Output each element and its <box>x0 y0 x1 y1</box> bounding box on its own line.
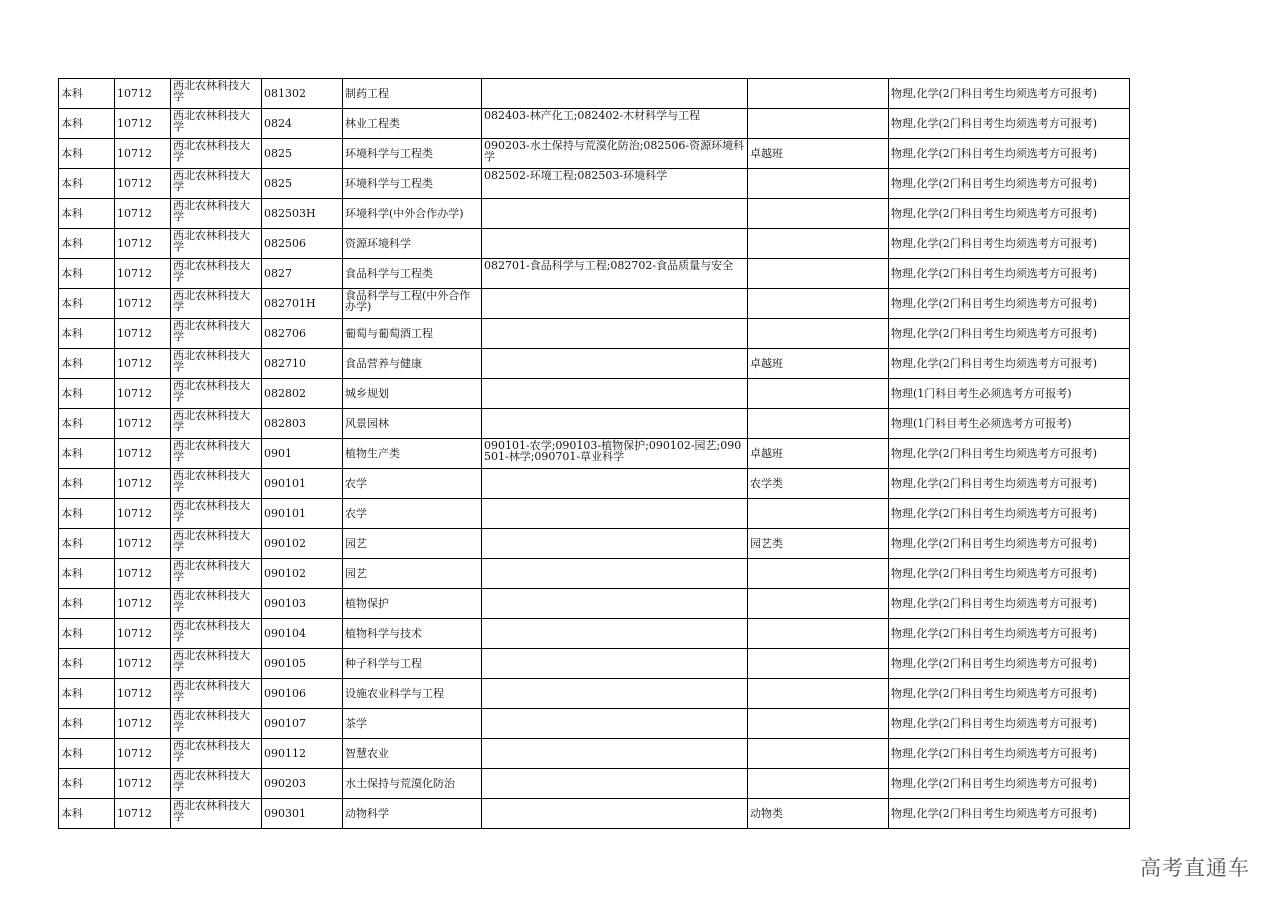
cell-included-majors <box>482 619 748 649</box>
cell-level: 本科 <box>59 529 115 559</box>
cell-level: 本科 <box>59 619 115 649</box>
table-row <box>59 559 1130 589</box>
cell-level: 本科 <box>59 349 115 379</box>
cell-note <box>748 169 889 199</box>
cell-school-code: 10712 <box>115 529 171 559</box>
cell-school-name: 西北农林科技大学 <box>171 619 262 649</box>
cell-subject-requirement: 物理,化学(2门科目考生均须选考方可报考) <box>889 679 1130 709</box>
cell-level: 本科 <box>59 169 115 199</box>
cell-school-name: 西北农林科技大学 <box>171 469 262 499</box>
cell-major-name: 设施农业科学与工程 <box>343 679 482 709</box>
cell-level: 本科 <box>59 679 115 709</box>
cell-subject-requirement: 物理,化学(2门科目考生均须选考方可报考) <box>889 79 1130 109</box>
cell-included-majors <box>482 799 748 829</box>
cell-included-majors <box>482 679 748 709</box>
cell-level: 本科 <box>59 559 115 589</box>
cell-note <box>748 499 889 529</box>
cell-included-majors: 090101-农学;090103-植物保护;090102-园艺;090501-林学;090701-草业科学 <box>482 439 748 469</box>
cell-included-majors <box>482 709 748 739</box>
cell-included-majors <box>482 229 748 259</box>
cell-subject-requirement: 物理,化学(2门科目考生均须选考方可报考) <box>889 649 1130 679</box>
table-row <box>59 229 1130 259</box>
cell-note: 动物类 <box>748 799 889 829</box>
cell-major-code: 082701H <box>262 289 343 319</box>
cell-note <box>748 259 889 289</box>
table-row <box>59 499 1130 529</box>
cell-included-majors <box>482 559 748 589</box>
cell-level: 本科 <box>59 469 115 499</box>
cell-note <box>748 229 889 259</box>
table-row <box>59 109 1130 139</box>
cell-school-code: 10712 <box>115 709 171 739</box>
cell-school-code: 10712 <box>115 79 171 109</box>
cell-note: 农学类 <box>748 469 889 499</box>
cell-note <box>748 619 889 649</box>
cell-school-code: 10712 <box>115 109 171 139</box>
table-row <box>59 469 1130 499</box>
cell-major-code: 082803 <box>262 409 343 439</box>
cell-major-code: 082706 <box>262 319 343 349</box>
cell-major-name: 食品营养与健康 <box>343 349 482 379</box>
cell-included-majors <box>482 409 748 439</box>
cell-included-majors <box>482 199 748 229</box>
cell-school-code: 10712 <box>115 409 171 439</box>
cell-school-name: 西北农林科技大学 <box>171 109 262 139</box>
cell-school-code: 10712 <box>115 679 171 709</box>
cell-level: 本科 <box>59 139 115 169</box>
cell-school-name: 西北农林科技大学 <box>171 289 262 319</box>
cell-major-name: 环境科学与工程类 <box>343 139 482 169</box>
cell-note <box>748 679 889 709</box>
cell-subject-requirement: 物理,化学(2门科目考生均须选考方可报考) <box>889 469 1130 499</box>
cell-note <box>748 79 889 109</box>
cell-major-code: 090101 <box>262 499 343 529</box>
cell-school-code: 10712 <box>115 469 171 499</box>
cell-school-name: 西北农林科技大学 <box>171 409 262 439</box>
cell-note <box>748 769 889 799</box>
cell-major-name: 茶学 <box>343 709 482 739</box>
cell-major-name: 水土保持与荒漠化防治 <box>343 769 482 799</box>
cell-major-name: 种子科学与工程 <box>343 649 482 679</box>
cell-level: 本科 <box>59 769 115 799</box>
cell-major-name: 环境科学与工程类 <box>343 169 482 199</box>
cell-school-code: 10712 <box>115 499 171 529</box>
cell-major-code: 081302 <box>262 79 343 109</box>
cell-note <box>748 739 889 769</box>
cell-major-name: 食品科学与工程类 <box>343 259 482 289</box>
cell-level: 本科 <box>59 379 115 409</box>
table-row <box>59 379 1130 409</box>
cell-level: 本科 <box>59 79 115 109</box>
table-row <box>59 709 1130 739</box>
cell-school-name: 西北农林科技大学 <box>171 769 262 799</box>
cell-included-majors: 082701-食品科学与工程;082702-食品质量与安全 <box>482 259 748 289</box>
table-row <box>59 739 1130 769</box>
cell-school-code: 10712 <box>115 349 171 379</box>
cell-school-name: 西北农林科技大学 <box>171 529 262 559</box>
cell-major-code: 0825 <box>262 169 343 199</box>
cell-major-code: 090102 <box>262 529 343 559</box>
cell-major-code: 090104 <box>262 619 343 649</box>
cell-major-code: 090105 <box>262 649 343 679</box>
cell-major-code: 082503H <box>262 199 343 229</box>
table-row <box>59 199 1130 229</box>
cell-major-name: 城乡规划 <box>343 379 482 409</box>
cell-included-majors <box>482 289 748 319</box>
cell-note <box>748 379 889 409</box>
cell-note: 卓越班 <box>748 349 889 379</box>
cell-major-code: 090103 <box>262 589 343 619</box>
cell-subject-requirement: 物理,化学(2门科目考生均须选考方可报考) <box>889 529 1130 559</box>
cell-school-name: 西北农林科技大学 <box>171 499 262 529</box>
cell-subject-requirement: 物理,化学(2门科目考生均须选考方可报考) <box>889 769 1130 799</box>
cell-subject-requirement: 物理,化学(2门科目考生均须选考方可报考) <box>889 319 1130 349</box>
cell-school-code: 10712 <box>115 799 171 829</box>
cell-subject-requirement: 物理,化学(2门科目考生均须选考方可报考) <box>889 799 1130 829</box>
cell-level: 本科 <box>59 439 115 469</box>
cell-subject-requirement: 物理,化学(2门科目考生均须选考方可报考) <box>889 709 1130 739</box>
cell-major-name: 植物生产类 <box>343 439 482 469</box>
cell-school-name: 西北农林科技大学 <box>171 679 262 709</box>
cell-included-majors <box>482 319 748 349</box>
cell-level: 本科 <box>59 229 115 259</box>
cell-school-code: 10712 <box>115 649 171 679</box>
cell-school-code: 10712 <box>115 619 171 649</box>
cell-school-name: 西北农林科技大学 <box>171 169 262 199</box>
watermark-text: 高考直通车 <box>1140 856 1250 880</box>
cell-school-code: 10712 <box>115 439 171 469</box>
table-row <box>59 589 1130 619</box>
cell-school-name: 西北农林科技大学 <box>171 589 262 619</box>
cell-major-name: 资源环境科学 <box>343 229 482 259</box>
cell-major-code: 0825 <box>262 139 343 169</box>
cell-major-name: 农学 <box>343 499 482 529</box>
cell-included-majors: 082403-林产化工;082402-木材科学与工程 <box>482 109 748 139</box>
cell-major-code: 0827 <box>262 259 343 289</box>
cell-school-code: 10712 <box>115 559 171 589</box>
cell-included-majors <box>482 469 748 499</box>
cell-major-name: 风景园林 <box>343 409 482 439</box>
cell-note: 园艺类 <box>748 529 889 559</box>
cell-subject-requirement: 物理,化学(2门科目考生均须选考方可报考) <box>889 619 1130 649</box>
cell-note <box>748 289 889 319</box>
cell-major-code: 082710 <box>262 349 343 379</box>
table-row <box>59 79 1130 109</box>
cell-included-majors: 090203-水土保持与荒漠化防治;082506-资源环境科学 <box>482 139 748 169</box>
cell-major-name: 葡萄与葡萄酒工程 <box>343 319 482 349</box>
cell-school-code: 10712 <box>115 199 171 229</box>
cell-school-name: 西北农林科技大学 <box>171 79 262 109</box>
cell-subject-requirement: 物理,化学(2门科目考生均须选考方可报考) <box>889 439 1130 469</box>
cell-school-name: 西北农林科技大学 <box>171 379 262 409</box>
cell-subject-requirement: 物理,化学(2门科目考生均须选考方可报考) <box>889 139 1130 169</box>
cell-note <box>748 709 889 739</box>
cell-note: 卓越班 <box>748 139 889 169</box>
cell-major-code: 090203 <box>262 769 343 799</box>
cell-level: 本科 <box>59 409 115 439</box>
cell-school-code: 10712 <box>115 169 171 199</box>
cell-school-code: 10712 <box>115 589 171 619</box>
cell-school-code: 10712 <box>115 769 171 799</box>
cell-school-code: 10712 <box>115 259 171 289</box>
cell-subject-requirement: 物理,化学(2门科目考生均须选考方可报考) <box>889 109 1130 139</box>
cell-level: 本科 <box>59 259 115 289</box>
table-row <box>59 409 1130 439</box>
cell-subject-requirement: 物理,化学(2门科目考生均须选考方可报考) <box>889 229 1130 259</box>
table-row <box>59 139 1130 169</box>
admission-table <box>58 78 1130 829</box>
cell-major-name: 林业工程类 <box>343 109 482 139</box>
cell-school-name: 西北农林科技大学 <box>171 319 262 349</box>
cell-school-name: 西北农林科技大学 <box>171 439 262 469</box>
cell-school-name: 西北农林科技大学 <box>171 139 262 169</box>
cell-major-code: 0824 <box>262 109 343 139</box>
cell-subject-requirement: 物理,化学(2门科目考生均须选考方可报考) <box>889 499 1130 529</box>
cell-subject-requirement: 物理(1门科目考生必须选考方可报考) <box>889 409 1130 439</box>
cell-note <box>748 649 889 679</box>
cell-included-majors <box>482 769 748 799</box>
table-row <box>59 169 1130 199</box>
cell-subject-requirement: 物理,化学(2门科目考生均须选考方可报考) <box>889 259 1130 289</box>
cell-subject-requirement: 物理,化学(2门科目考生均须选考方可报考) <box>889 169 1130 199</box>
cell-note <box>748 319 889 349</box>
cell-school-code: 10712 <box>115 739 171 769</box>
cell-school-code: 10712 <box>115 379 171 409</box>
cell-school-name: 西北农林科技大学 <box>171 349 262 379</box>
cell-school-name: 西北农林科技大学 <box>171 739 262 769</box>
cell-included-majors <box>482 589 748 619</box>
cell-note <box>748 409 889 439</box>
cell-level: 本科 <box>59 589 115 619</box>
cell-level: 本科 <box>59 709 115 739</box>
cell-subject-requirement: 物理,化学(2门科目考生均须选考方可报考) <box>889 559 1130 589</box>
table-row <box>59 259 1130 289</box>
table-row <box>59 619 1130 649</box>
cell-school-name: 西北农林科技大学 <box>171 649 262 679</box>
cell-school-name: 西北农林科技大学 <box>171 259 262 289</box>
cell-included-majors <box>482 379 748 409</box>
table-row <box>59 529 1130 559</box>
table-row <box>59 319 1130 349</box>
cell-included-majors <box>482 499 748 529</box>
table-row <box>59 679 1130 709</box>
cell-major-name: 制药工程 <box>343 79 482 109</box>
table-row <box>59 799 1130 829</box>
cell-major-name: 动物科学 <box>343 799 482 829</box>
cell-school-name: 西北农林科技大学 <box>171 559 262 589</box>
cell-major-code: 090101 <box>262 469 343 499</box>
cell-major-name: 环境科学(中外合作办学) <box>343 199 482 229</box>
cell-level: 本科 <box>59 649 115 679</box>
cell-major-code: 090301 <box>262 799 343 829</box>
cell-major-name: 食品科学与工程(中外合作办学) <box>343 289 482 319</box>
cell-school-name: 西北农林科技大学 <box>171 799 262 829</box>
cell-note <box>748 589 889 619</box>
cell-included-majors <box>482 739 748 769</box>
cell-note: 卓越班 <box>748 439 889 469</box>
cell-subject-requirement: 物理,化学(2门科目考生均须选考方可报考) <box>889 589 1130 619</box>
cell-major-name: 农学 <box>343 469 482 499</box>
cell-major-code: 090112 <box>262 739 343 769</box>
cell-level: 本科 <box>59 319 115 349</box>
cell-note <box>748 199 889 229</box>
cell-school-name: 西北农林科技大学 <box>171 709 262 739</box>
cell-note <box>748 559 889 589</box>
cell-level: 本科 <box>59 739 115 769</box>
cell-major-name: 智慧农业 <box>343 739 482 769</box>
cell-note <box>748 109 889 139</box>
cell-school-name: 西北农林科技大学 <box>171 199 262 229</box>
cell-major-code: 090107 <box>262 709 343 739</box>
table-row <box>59 439 1130 469</box>
cell-level: 本科 <box>59 499 115 529</box>
cell-school-name: 西北农林科技大学 <box>171 229 262 259</box>
cell-level: 本科 <box>59 109 115 139</box>
cell-subject-requirement: 物理,化学(2门科目考生均须选考方可报考) <box>889 199 1130 229</box>
table-row <box>59 349 1130 379</box>
cell-included-majors: 082502-环境工程;082503-环境科学 <box>482 169 748 199</box>
cell-school-code: 10712 <box>115 139 171 169</box>
cell-major-code: 0901 <box>262 439 343 469</box>
cell-included-majors <box>482 349 748 379</box>
cell-subject-requirement: 物理,化学(2门科目考生均须选考方可报考) <box>889 739 1130 769</box>
cell-level: 本科 <box>59 289 115 319</box>
cell-included-majors <box>482 529 748 559</box>
cell-school-code: 10712 <box>115 319 171 349</box>
table-row <box>59 289 1130 319</box>
cell-major-name: 植物保护 <box>343 589 482 619</box>
table-row <box>59 649 1130 679</box>
cell-included-majors <box>482 79 748 109</box>
cell-level: 本科 <box>59 799 115 829</box>
cell-school-code: 10712 <box>115 229 171 259</box>
cell-major-name: 园艺 <box>343 529 482 559</box>
cell-included-majors <box>482 649 748 679</box>
cell-major-code: 082506 <box>262 229 343 259</box>
cell-major-code: 090106 <box>262 679 343 709</box>
cell-school-code: 10712 <box>115 289 171 319</box>
cell-subject-requirement: 物理(1门科目考生必须选考方可报考) <box>889 379 1130 409</box>
cell-level: 本科 <box>59 199 115 229</box>
cell-major-name: 植物科学与技术 <box>343 619 482 649</box>
cell-subject-requirement: 物理,化学(2门科目考生均须选考方可报考) <box>889 289 1130 319</box>
cell-major-code: 082802 <box>262 379 343 409</box>
cell-major-code: 090102 <box>262 559 343 589</box>
cell-subject-requirement: 物理,化学(2门科目考生均须选考方可报考) <box>889 349 1130 379</box>
table-row <box>59 769 1130 799</box>
cell-major-name: 园艺 <box>343 559 482 589</box>
